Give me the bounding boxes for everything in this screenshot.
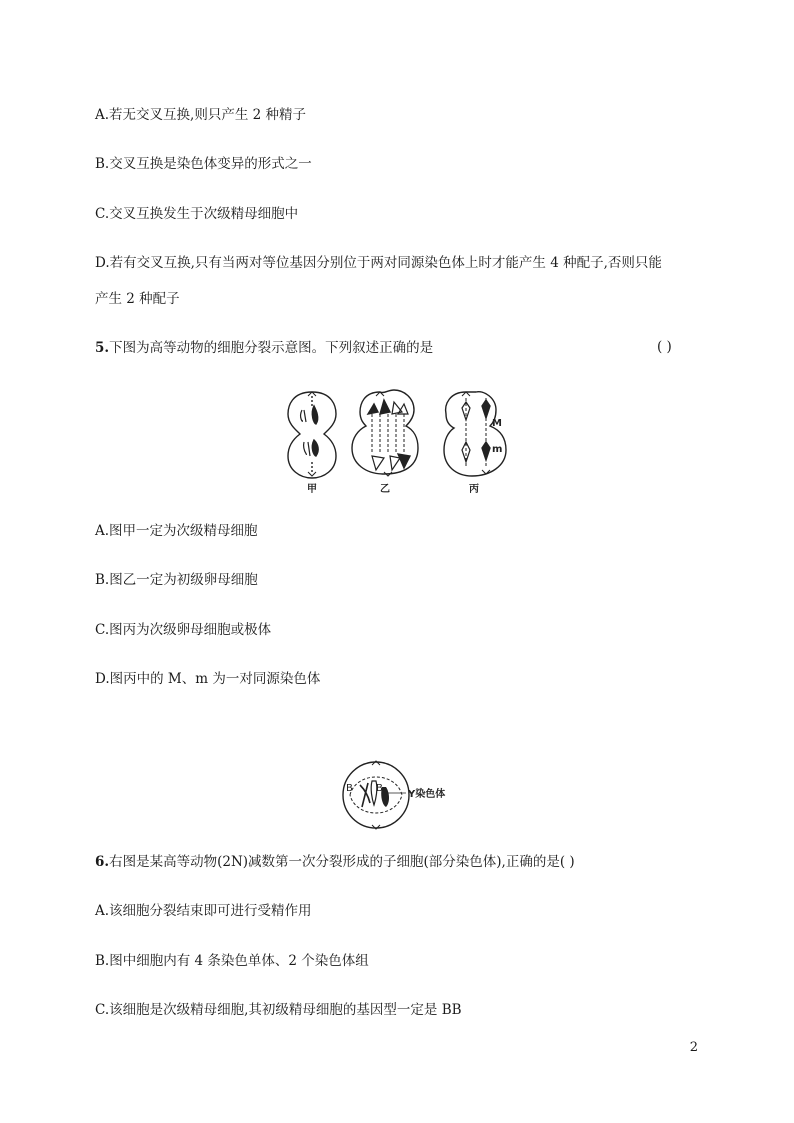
caption-bing: 丙 (469, 484, 479, 495)
q6-stem (95, 853, 575, 871)
q4-option-d-line2: 产生 2 种配子 (95, 291, 180, 307)
q5-option-b: B.图乙一定为初级卵母细胞 (95, 572, 258, 588)
cell-jia (288, 392, 336, 478)
label-M: M (492, 418, 502, 429)
q4-option-d-line1: D.若有交叉互换,只有当两对等位基因分别位于两对同源染色体上时才能产生 4 种配子,否则只能 (95, 255, 662, 271)
label-m: m (492, 444, 503, 455)
q5-option-c: C.图丙为次级卵母细胞或极体 (95, 622, 272, 638)
q4-option-c: C.交叉互换发生于次级精母细胞中 (95, 206, 299, 222)
caption-yi: 乙 (380, 484, 390, 495)
q6-number: 6. (95, 854, 110, 870)
q6-stem-text: 右图是某高等动物(2N)减数第一次分裂形成的子细胞(部分染色体),正确的是( ) (109, 854, 575, 870)
q5-option-a: A.图甲一定为次级精母细胞 (95, 523, 258, 539)
cell-bing (444, 392, 506, 476)
q6-option-a: A.该细胞分裂结束即可进行受精作用 (95, 903, 312, 919)
q5-stem-text: 下图为高等动物的细胞分裂示意图。下列叙述正确的是 (109, 340, 434, 356)
cell-yi (352, 390, 418, 476)
q4-option-b: B.交叉互换是染色体变异的形式之一 (95, 156, 312, 172)
q5-option-d: D.图丙中的 M、m 为一对同源染色体 (95, 671, 321, 687)
q5-answer-paren: ( ) (657, 339, 672, 355)
q5-cell-division-figure (280, 384, 520, 496)
caption-jia: 甲 (307, 484, 317, 495)
label-y-chromosome: Y染色体 (408, 789, 446, 800)
page-number: 2 (689, 1040, 698, 1055)
q6-cell-figure (338, 759, 468, 833)
q5-stem (95, 339, 433, 357)
q5-number: 5. (95, 340, 110, 356)
q6-option-b: B.图中细胞内有 4 条染色单体、2 个染色体组 (95, 953, 369, 969)
label-B-right: B (376, 783, 383, 794)
label-B-left: B (346, 783, 353, 794)
q4-option-a: A.若无交叉互换,则只产生 2 种精子 (95, 107, 307, 123)
q6-option-c: C.该细胞是次级精母细胞,其初级精母细胞的基因型一定是 BB (95, 1002, 462, 1018)
